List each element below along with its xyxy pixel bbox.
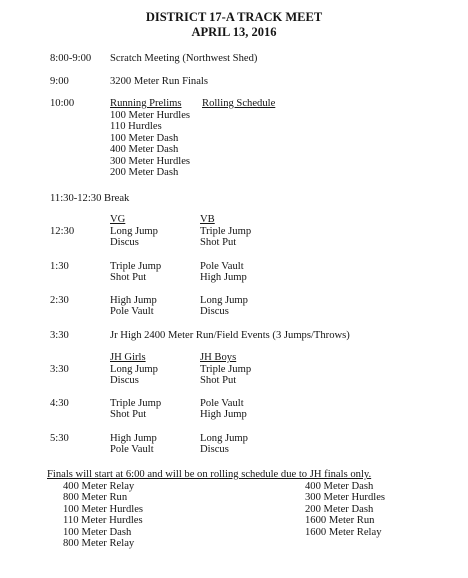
finals-right-list <box>305 481 385 538</box>
time-label: 1:30 <box>50 261 69 272</box>
event-item: Triple Jump <box>110 398 162 409</box>
finals-note: Finals will start at 6:00 and will be on rolling schedule due to JH finals only. <box>47 469 372 480</box>
event-item: High Jump <box>110 433 157 444</box>
event-item: High Jump <box>110 295 157 306</box>
time-label: 3:30 <box>50 330 69 341</box>
document-date: APRIL 13, 2016 <box>191 25 277 39</box>
column-heading: Running Prelims <box>110 98 182 109</box>
finals-event: 200 Meter Dash <box>305 503 374 515</box>
event-item: High Jump <box>200 409 247 421</box>
event-item: Shot Put <box>110 409 147 421</box>
finals-event: 400 Meter Dash <box>305 481 374 492</box>
column-heading: VG <box>110 214 126 225</box>
event-item: Pole Vault <box>110 306 154 318</box>
time-label: 8:00-9:00 <box>50 53 92 64</box>
schedule-item: Jr High 2400 Meter Run/Field Events (3 Jumps/Throws) <box>110 330 350 341</box>
event-item: Shot Put <box>200 375 237 387</box>
event-item: Triple Jump <box>200 364 252 375</box>
event-item: Triple Jump <box>200 226 252 237</box>
event-list <box>200 295 248 318</box>
time-label: 5:30 <box>50 433 69 444</box>
finals-event: 800 Meter Relay <box>63 537 135 549</box>
event-item: Discus <box>110 237 139 249</box>
event-list <box>110 398 161 421</box>
event-list <box>200 433 248 456</box>
event-item: 300 Meter Hurdles <box>110 155 191 167</box>
time-label: 12:30 <box>50 226 75 237</box>
finals-event: 300 Meter Hurdles <box>305 492 386 504</box>
column-heading: JH Boys <box>200 352 237 363</box>
finals-event: 110 Meter Hurdles <box>63 515 143 527</box>
event-item: Pole Vault <box>200 261 244 272</box>
event-list <box>110 110 190 178</box>
event-item: 100 Meter Dash <box>110 132 179 144</box>
event-list <box>200 364 251 387</box>
event-list <box>200 261 247 284</box>
event-item: Pole Vault <box>200 398 244 409</box>
event-item: Shot Put <box>110 272 147 284</box>
event-item: Discus <box>110 375 139 387</box>
document-title: DISTRICT 17-A TRACK MEET <box>145 10 323 24</box>
finals-event: 400 Meter Relay <box>63 481 135 492</box>
event-list <box>110 261 161 284</box>
schedule-item: 3200 Meter Run Finals <box>110 76 208 87</box>
event-item: Long Jump <box>110 226 158 237</box>
time-label: 3:30 <box>50 364 69 375</box>
event-list <box>110 295 157 318</box>
event-list <box>110 364 158 387</box>
time-label: 10:00 <box>50 98 75 109</box>
finals-event: 100 Meter Hurdles <box>63 503 144 515</box>
event-list <box>110 433 157 456</box>
finals-event: 100 Meter Dash <box>63 526 132 538</box>
finals-left-list <box>63 481 143 549</box>
event-list <box>200 226 251 249</box>
event-list <box>110 226 158 249</box>
finals-event: 1600 Meter Run <box>305 515 375 527</box>
column-heading: VB <box>200 214 215 225</box>
break-label: 11:30-12:30 Break <box>50 193 130 204</box>
time-label: 9:00 <box>50 76 69 87</box>
time-label: 4:30 <box>50 398 69 409</box>
event-item: High Jump <box>200 272 247 284</box>
schedule-item: Scratch Meeting (Northwest Shed) <box>110 53 258 64</box>
event-list <box>200 398 247 421</box>
event-item: Pole Vault <box>110 444 154 456</box>
event-item: 110 Hurdles <box>110 121 162 133</box>
column-heading: Rolling Schedule <box>202 98 276 109</box>
time-label: 2:30 <box>50 295 69 306</box>
event-item: Discus <box>200 306 229 318</box>
event-item: Shot Put <box>200 237 237 249</box>
finals-event: 800 Meter Run <box>63 492 128 504</box>
event-item: 100 Meter Hurdles <box>110 110 191 121</box>
event-item: Triple Jump <box>110 261 162 272</box>
column-heading: JH Girls <box>110 352 146 363</box>
event-item: 200 Meter Dash <box>110 166 179 178</box>
event-item: Long Jump <box>200 433 248 444</box>
finals-event: 1600 Meter Relay <box>305 526 382 538</box>
event-item: Discus <box>200 444 229 456</box>
event-item: Long Jump <box>110 364 158 375</box>
event-item: Long Jump <box>200 295 248 306</box>
event-item: 400 Meter Dash <box>110 144 179 156</box>
